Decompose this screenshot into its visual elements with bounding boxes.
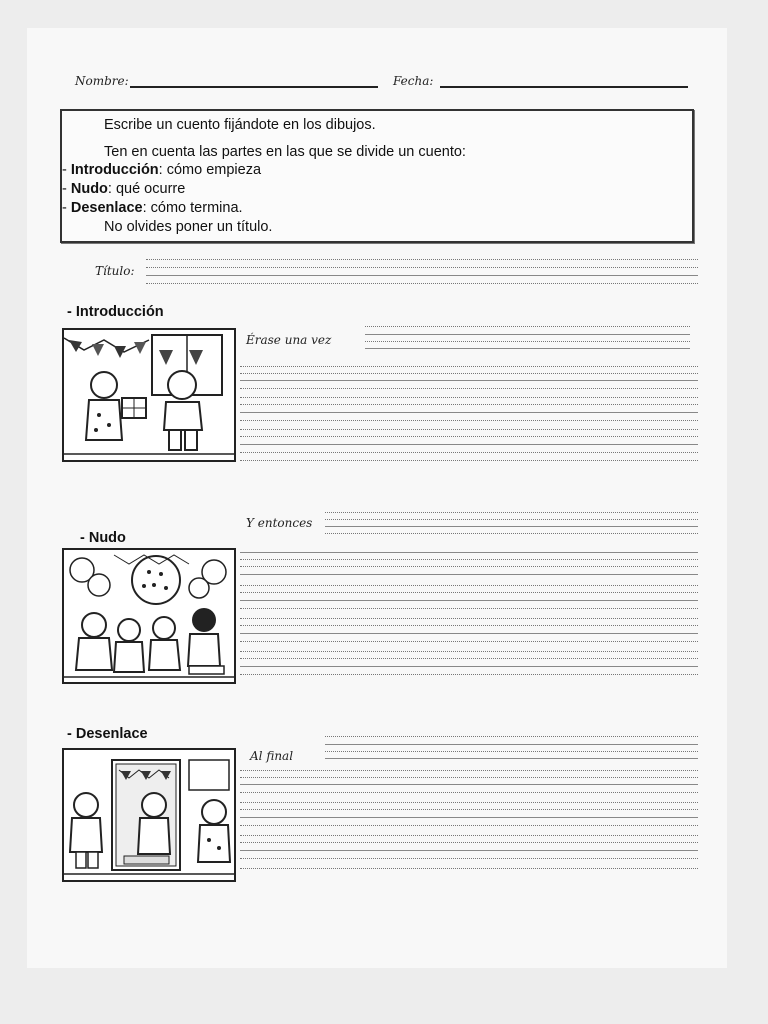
instructions-box [60,109,694,243]
writing-lines-desenlace[interactable] [240,770,698,876]
illustration-introduccion [62,328,236,462]
starter-text-nudo: Y entonces [246,516,313,530]
name-field[interactable] [130,86,378,88]
part-desenlace: - Desenlace: cómo termina. [62,200,243,216]
date-label: Fecha: [393,74,434,88]
name-label: Nombre: [75,74,129,88]
starter-line-introduccion[interactable] [365,326,690,352]
starter-line-nudo[interactable] [325,512,698,534]
instruction-line-3: No olvides poner un título. [104,219,273,235]
starter-text-introduccion: Érase una vez [246,333,332,347]
writing-lines-introduccion[interactable] [240,366,698,466]
instruction-line-1: Escribe un cuento fijándote en los dibujos. [104,117,376,133]
starter-line-desenlace[interactable] [325,736,698,762]
goodbye-door-illustration [64,750,234,880]
party-illustration [64,550,234,682]
instruction-line-2: Ten en cuenta las partes en las que se divide un cuento: [104,144,466,160]
writing-lines-nudo[interactable] [240,552,698,680]
section-heading-desenlace: - Desenlace [67,726,148,742]
part-introduccion: - Introducción: cómo empieza [62,162,262,178]
title-label: Título: [95,264,135,278]
children-gift-illustration [64,330,234,460]
date-field[interactable] [440,86,688,88]
illustration-desenlace [62,748,236,882]
section-heading-nudo: - Nudo [80,530,126,546]
starter-text-desenlace: Al final [250,749,294,763]
section-heading-introduccion: - Introducción [67,304,164,320]
title-writing-lines[interactable] [146,259,698,289]
part-nudo: - Nudo: qué ocurre [62,181,186,197]
illustration-nudo [62,548,236,684]
